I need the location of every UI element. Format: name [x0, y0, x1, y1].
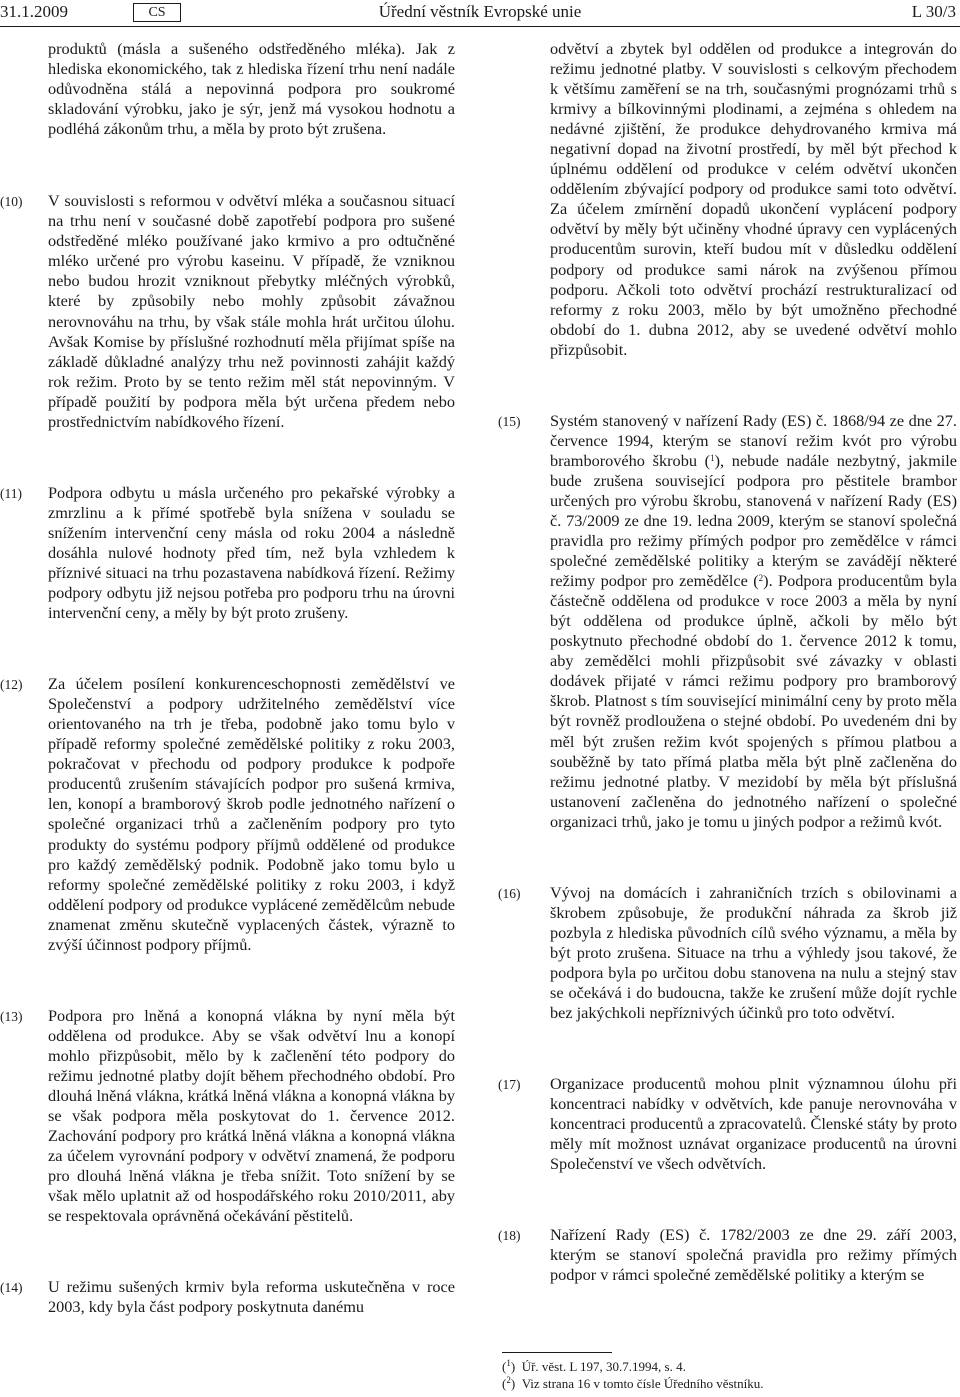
issue-date: 31.1.2009 — [0, 2, 68, 21]
recital-text: U režimu sušených krmiv byla reforma uskutečněna v roce 2003, kdy byla část podpory poskytnuta danému — [48, 1277, 455, 1317]
journal-title: Úřední věstník Evropské unie — [378, 2, 582, 21]
recital-number: (16) — [498, 885, 521, 901]
recital-15 — [498, 410, 958, 832]
footnote-ref[interactable]: 1 — [710, 452, 715, 463]
recital-text: Systém stanovený v nařízení Rady (ES) č. 1868/94 ze dne 27. července 1994, kterým se stanoví režim kvót pro výrobu bramborového škrobu ($^1$), nebude nadále nezbytný, jakmile bude zrušena související podpora pro pěstitele brambor určených pro výrobu škrobu, stanovená v nařízení Rady (ES) č. 73/2009 ze dne 19. ledna 2009, kterým se stanoví společná pravidla pro režimy přímých podpor pro zemědělce v rámci společné zemědělské politiky a kterým se zavádějí některé režimy podpor pro zemědělce ($^2$). Podpora producentům byla částečně oddělena od produkce v roce 2003 a měla by nyní být oddělena od produkce úplně, ačkoli by mělo být poskytnuto přechodné období do 1. července 2012 k tomu, aby zemědělci mohli přizpůsobit své závazky v oblasti dodávek přijaté v rámci režimu podpory pro bramborový škrob. Platnost s tím související minimální ceny by proto měla být rovněž prodloužena o stejné období. Po uvedeném dni by měl být zrušen režim kvót spojených s přímou platbou a souběžně by tato přímá platba měla být plně začleněna do režimu jednotné platby. V mezidobí by měla být příslušná ustanovení začleněna do jednotného nařízení o společné organizaci trhů, jako je tomu u jiných podpor a režimů kvót. — [550, 410, 958, 831]
recital-14 — [0, 1277, 455, 1317]
recital-number: (17) — [498, 1077, 521, 1093]
footnote-rule — [502, 1352, 612, 1353]
recital-10 — [0, 191, 455, 432]
recital-text: Vývoj na domácích i zahraničních trzích s obilovinami a škrobem způsobuje, že produkční náhrada za škrob již pozbyla z hlediska původních cílů svého významu, a měla by být proto zrušena. Situace na trhu a výhledy jsou takové, že podpora byla po určitou dobu stanovena na nulu a stejný stav se očekává i do budoucna, takže ke zrušení může dojít rychle bez jakýchkoli nepříznivých účinků pro toto odvětví. — [550, 882, 957, 1023]
recital-18 — [498, 1225, 957, 1285]
recital-16 — [498, 882, 957, 1023]
recital-number: (12) — [0, 677, 23, 693]
footnote-2: ($^2$) Viz strana 16 v tomto čísle Úředního věstníku. — [502, 1374, 764, 1391]
recital-number: (15) — [498, 413, 521, 429]
language-badge: CS — [133, 3, 181, 22]
page-header — [0, 0, 960, 30]
recital-number: (13) — [0, 1008, 23, 1024]
continued-paragraph: odvětví a zbytek byl oddělen od produkce a integrován do režimu jednotné platby. V souvislosti s celkovým přechodem k většímu zaměření se na trh, současnými prognózami trhů s krmivy a bílkovinnými plodinami, a zejména s ohledem na nedávné zjištění, že produkce dehydrovaného krmiva má negativní dopad na životní prostředí, by měl být přechod k úplnému oddělení od produkce v celém odvětví ukončen oddělením zbývající podpory od produkce sami toto odvětví. Za účelem zmírnění dopadů ukončení vyplácení podpory odvětví by měly být učiněny vhodné úpravy cen vyplácených producentům surovin, kteří budou mít v důsledku oddělení podpory od produkce sami nárok na zvýšenou přímou podporu. Ačkoli toto odvětví prochází restrukturalizací od reformy z roku 2003, mělo by být umožněno přechodné období do 1. dubna 2012, aby se uvedené odvětví mohlo přizpůsobit. — [550, 39, 957, 359]
footnotes — [502, 1359, 952, 1392]
footnote-ref[interactable]: 2 — [758, 573, 764, 584]
recital-text: Organizace producentů mohou plnit významnou úlohu při koncentraci nabídky v odvětvích, kde panuje nerovnováha v koncentraci producentů a zpracovatelů. Členské státy by proto měly mít možnost uznávat organizace producentů na úrovni Společenství ve všech odvětvích. — [550, 1074, 957, 1174]
recital-13 — [0, 1005, 455, 1227]
page-number: L 30/3 — [911, 2, 956, 21]
recital-text: Nařízení Rady (ES) č. 1782/2003 ze dne 29. září 2003, kterým se stanoví společná pravidla pro režimy přímých podpor v rámci společné zemědělské politiky a kterým se — [550, 1225, 957, 1285]
recital-11 — [0, 482, 455, 623]
recital-17 — [498, 1074, 957, 1174]
footnote-1: ($^1$) Úř. věst. L 197, 30.7.1994, s. 4. — [502, 1358, 686, 1374]
recital-12 — [0, 674, 455, 955]
recital-text: Podpora odbytu u másla určeného pro pekařské výrobky a zmrzlinu a k přímé spotřebě byla snížena v souladu se snížením intervenční ceny másla od roku 2004 a následně dosáhla nulové hodnoty před tím, než byla vzhledem k příznivé situaci na trhu pozastavena nabídková řízení. Režimy podpory odbytu již nejsou potřeba pro podporu trhu na úrovni intervenční ceny, a měly by být proto zrušeny. — [48, 482, 455, 623]
right-column — [498, 39, 958, 1285]
recital-text: Za účelem posílení konkurenceschopnosti zemědělství ve Společenství a podpory udržitelného zemědělství více orientovaného na trh je třeba, podobně jako tomu bylo v případě reformy společné zemědělské politiky z roku 2003, pokračovat v přechodu od podpory produkce k podpoře producentů zrušením stávajících podpor pro sušená krmiva, len, konopí a bramborový škrob podle jednotného nařízení o společné organizaci trhů a začleněním podpory pro tyto produkty do systému podpory příjmů oddělené od produkce pro každý zemědělský podnik. Podobně jako tomu bylo u reformy společné zemědělské politiky z roku 2003, i když oddělení podpory od produkce vyplácené zemědělcům nebude znamenat změnu skutečně vyplacených částek, výrazně to zvýší účinnost podpory příjmů. — [48, 674, 455, 954]
recital-text: V souvislosti s reformou v odvětví mléka a současnou situací na trhu není v současné době zapotřebí podpora pro sušené odstředěné mléko používané jako krmivo a pro odtučněné mléko určené pro výrobu kaseinu. V případě, že vzniknou nebo budou hrozit vzniknout přebytky mléčných výrobků, které by způsobily nebo mohly způsobit závažnou nerovnováhu na trhu, by však stále mohla hrát určitou úlohu. Avšak Komise by příslušné rozhodnutí měla přijímat spíše na základě důkladné analýzy trhu než povinnosti zahájit každý rok režim. Proto by se tento režim měl stát nepovinným. V případě použití by podpora měla být určena předem nebo prostřednictvím nabídkového řízení. — [48, 191, 455, 431]
header-rule — [0, 26, 960, 27]
recital-number: (14) — [0, 1280, 23, 1296]
recital-number: (11) — [0, 485, 22, 501]
continued-paragraph: produktů (másla a sušeného odstředěného mléka). Jak z hlediska ekonomického, tak z hlediska řízení trhu není nadále odůvodněna stálá a nepovinná podpora pro soukromé skladování výrobku, jako je sýr, jenž má vysokou hodnotu a podléhá zákonům trhu, a měla by proto být zrušena. — [48, 39, 455, 139]
recital-number: (18) — [498, 1228, 521, 1244]
left-column — [0, 39, 455, 1317]
recital-text: Podpora pro lněná a konopná vlákna by nyní měla být oddělena od produkce. Aby se však odvětví lnu a konopí mohlo přizpůsobit, mělo by k začlenění této podpory do režimu jednotné platby dojít během přechodného období. Pro dlouhá lněná vlákna, krátká lněná vlákna a konopná vlákna by se však podpora měla poskytovat do 1. července 2012. Zachování podpory pro krátká lněná vlákna a konopná vlákna za účelem vyrovnání podpory v odvětví znamená, že podporu pro dlouhá lněná vlákna je třeba snížit. Toto snížení by se však mělo uplatnit až od hospodářského roku 2010/2011, aby se respektovala oprávněná očekávání pěstitelů. — [48, 1005, 455, 1226]
recital-number: (10) — [0, 194, 23, 210]
